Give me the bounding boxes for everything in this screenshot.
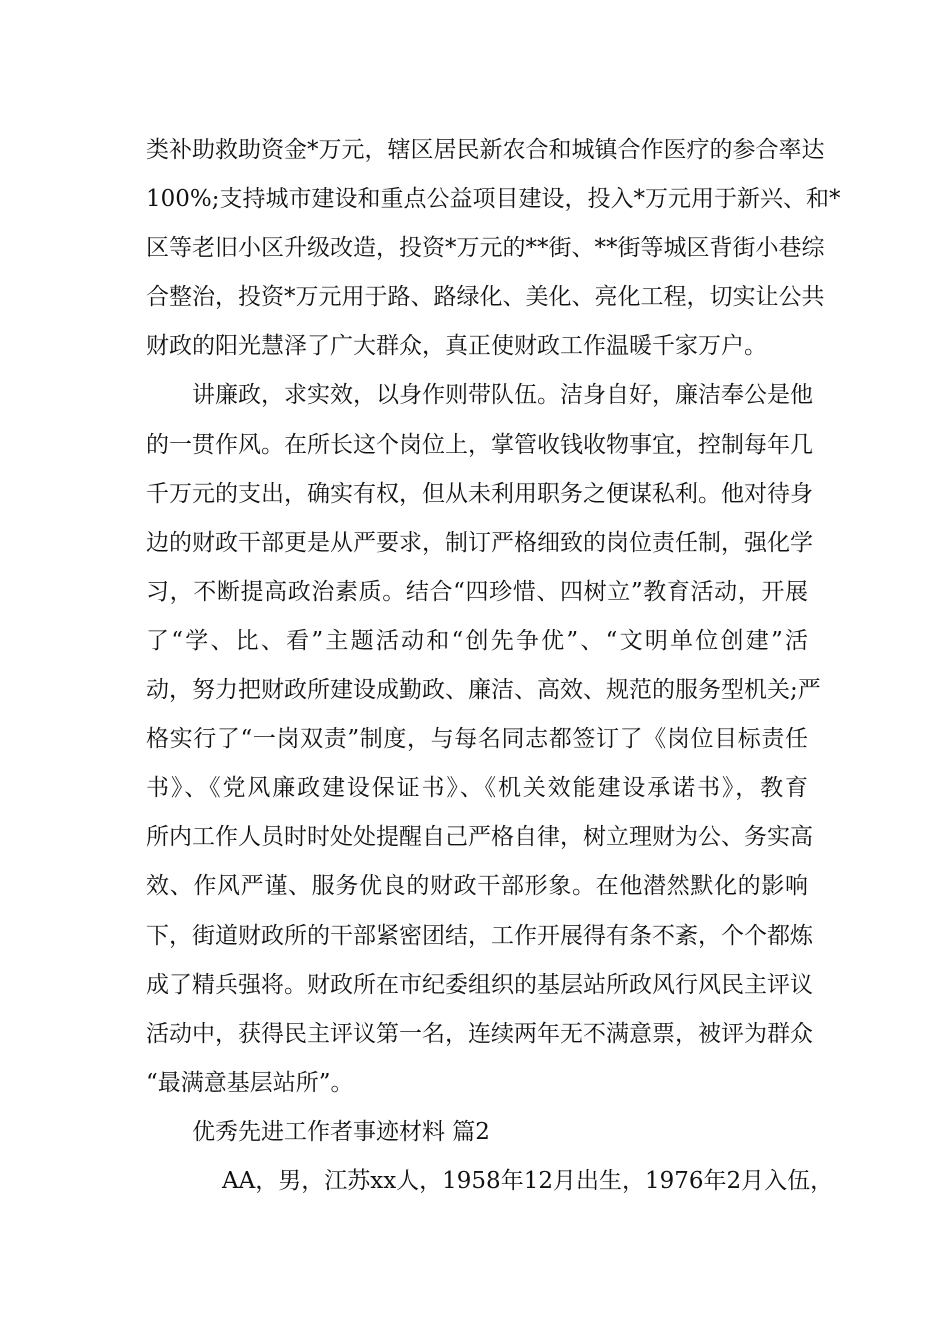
document-page [146, 126, 841, 1206]
paragraph-1-line-3: 区等老旧小区升级改造，投资*万元的**街、**街等城区背街小巷综 [146, 235, 825, 262]
paragraph-2-line-1: 讲廉政，求实效，以身作则带队伍。洁身自好，廉洁奉公是他 [192, 382, 813, 409]
paragraph-2-line-9: 书》、《党风廉政建设保证书》、《机关效能建设承诺书》，教育 [146, 775, 808, 802]
paragraph-3-line-1: AA，男，江苏xx人，1958年12月出生，1976年2月入伍， [222, 1167, 834, 1194]
paragraph-2-line-10: 所内工作人员时时处处提醒自己严格自律，树立理财为公、务实高 [146, 824, 813, 851]
paragraph-2-line-4: 边的财政干部更是从严要求，制订严格细致的岗位责任制，强化学 [146, 529, 813, 556]
paragraph-2-line-7: 动，努力把财政所建设成勤政、廉洁、高效、规范的服务型机关;严 [146, 677, 821, 704]
paragraph-2-line-13: 成了精兵强将。财政所在市纪委组织的基层站所政风行风民主评议 [146, 971, 813, 998]
paragraph-2-line-2: 的一贯作风。在所长这个岗位上，掌管收钱收物事宜，控制每年几 [146, 431, 813, 458]
paragraph-1-line-1: 类补助救助资金*万元，辖区居民新农合和城镇合作医疗的参合率达 [146, 137, 825, 163]
paragraph-1-line-2: 100%;支持城市建设和重点公益项目建设，投入*万元用于新兴、和* [146, 186, 841, 213]
paragraph-2-line-5: 习，不断提高政治素质。结合“四珍惜、四树立”教育活动，开展 [146, 578, 808, 605]
paragraph-2-line-3: 千万元的支出，确实有权，但从未利用职务之便谋私利。他对待身 [146, 480, 813, 507]
paragraph-2-line-15: “最满意基层站所”。 [146, 1069, 354, 1096]
paragraph-2-line-11: 效、作风严谨、服务优良的财政干部形象。在他潜然默化的影响 [146, 873, 808, 900]
paragraph-2-line-12: 下，街道财政所的干部紧密团结，工作开展得有条不紊，个个都炼 [146, 922, 813, 949]
paragraph-2-line-6: 了“学、比、看”主题活动和“创先争优”、“文明单位创建”活 [146, 627, 808, 654]
section-heading: 优秀先进工作者事迹材料 篇2 [192, 1118, 490, 1145]
paragraph-2-line-14: 活动中，获得民主评议第一名，连续两年无不满意票，被评为群众 [146, 1020, 813, 1047]
paragraph-2-line-8: 格实行了“一岗双责”制度，与每名同志都签订了《岗位目标责任 [146, 726, 808, 753]
paragraph-1-line-5: 财政的阳光慧泽了广大群众，真正使财政工作温暖千家万户。 [146, 333, 767, 360]
paragraph-1-line-4: 合整治，投资*万元用于路、路绿化、美化、亮化工程，切实让公共 [146, 284, 825, 311]
